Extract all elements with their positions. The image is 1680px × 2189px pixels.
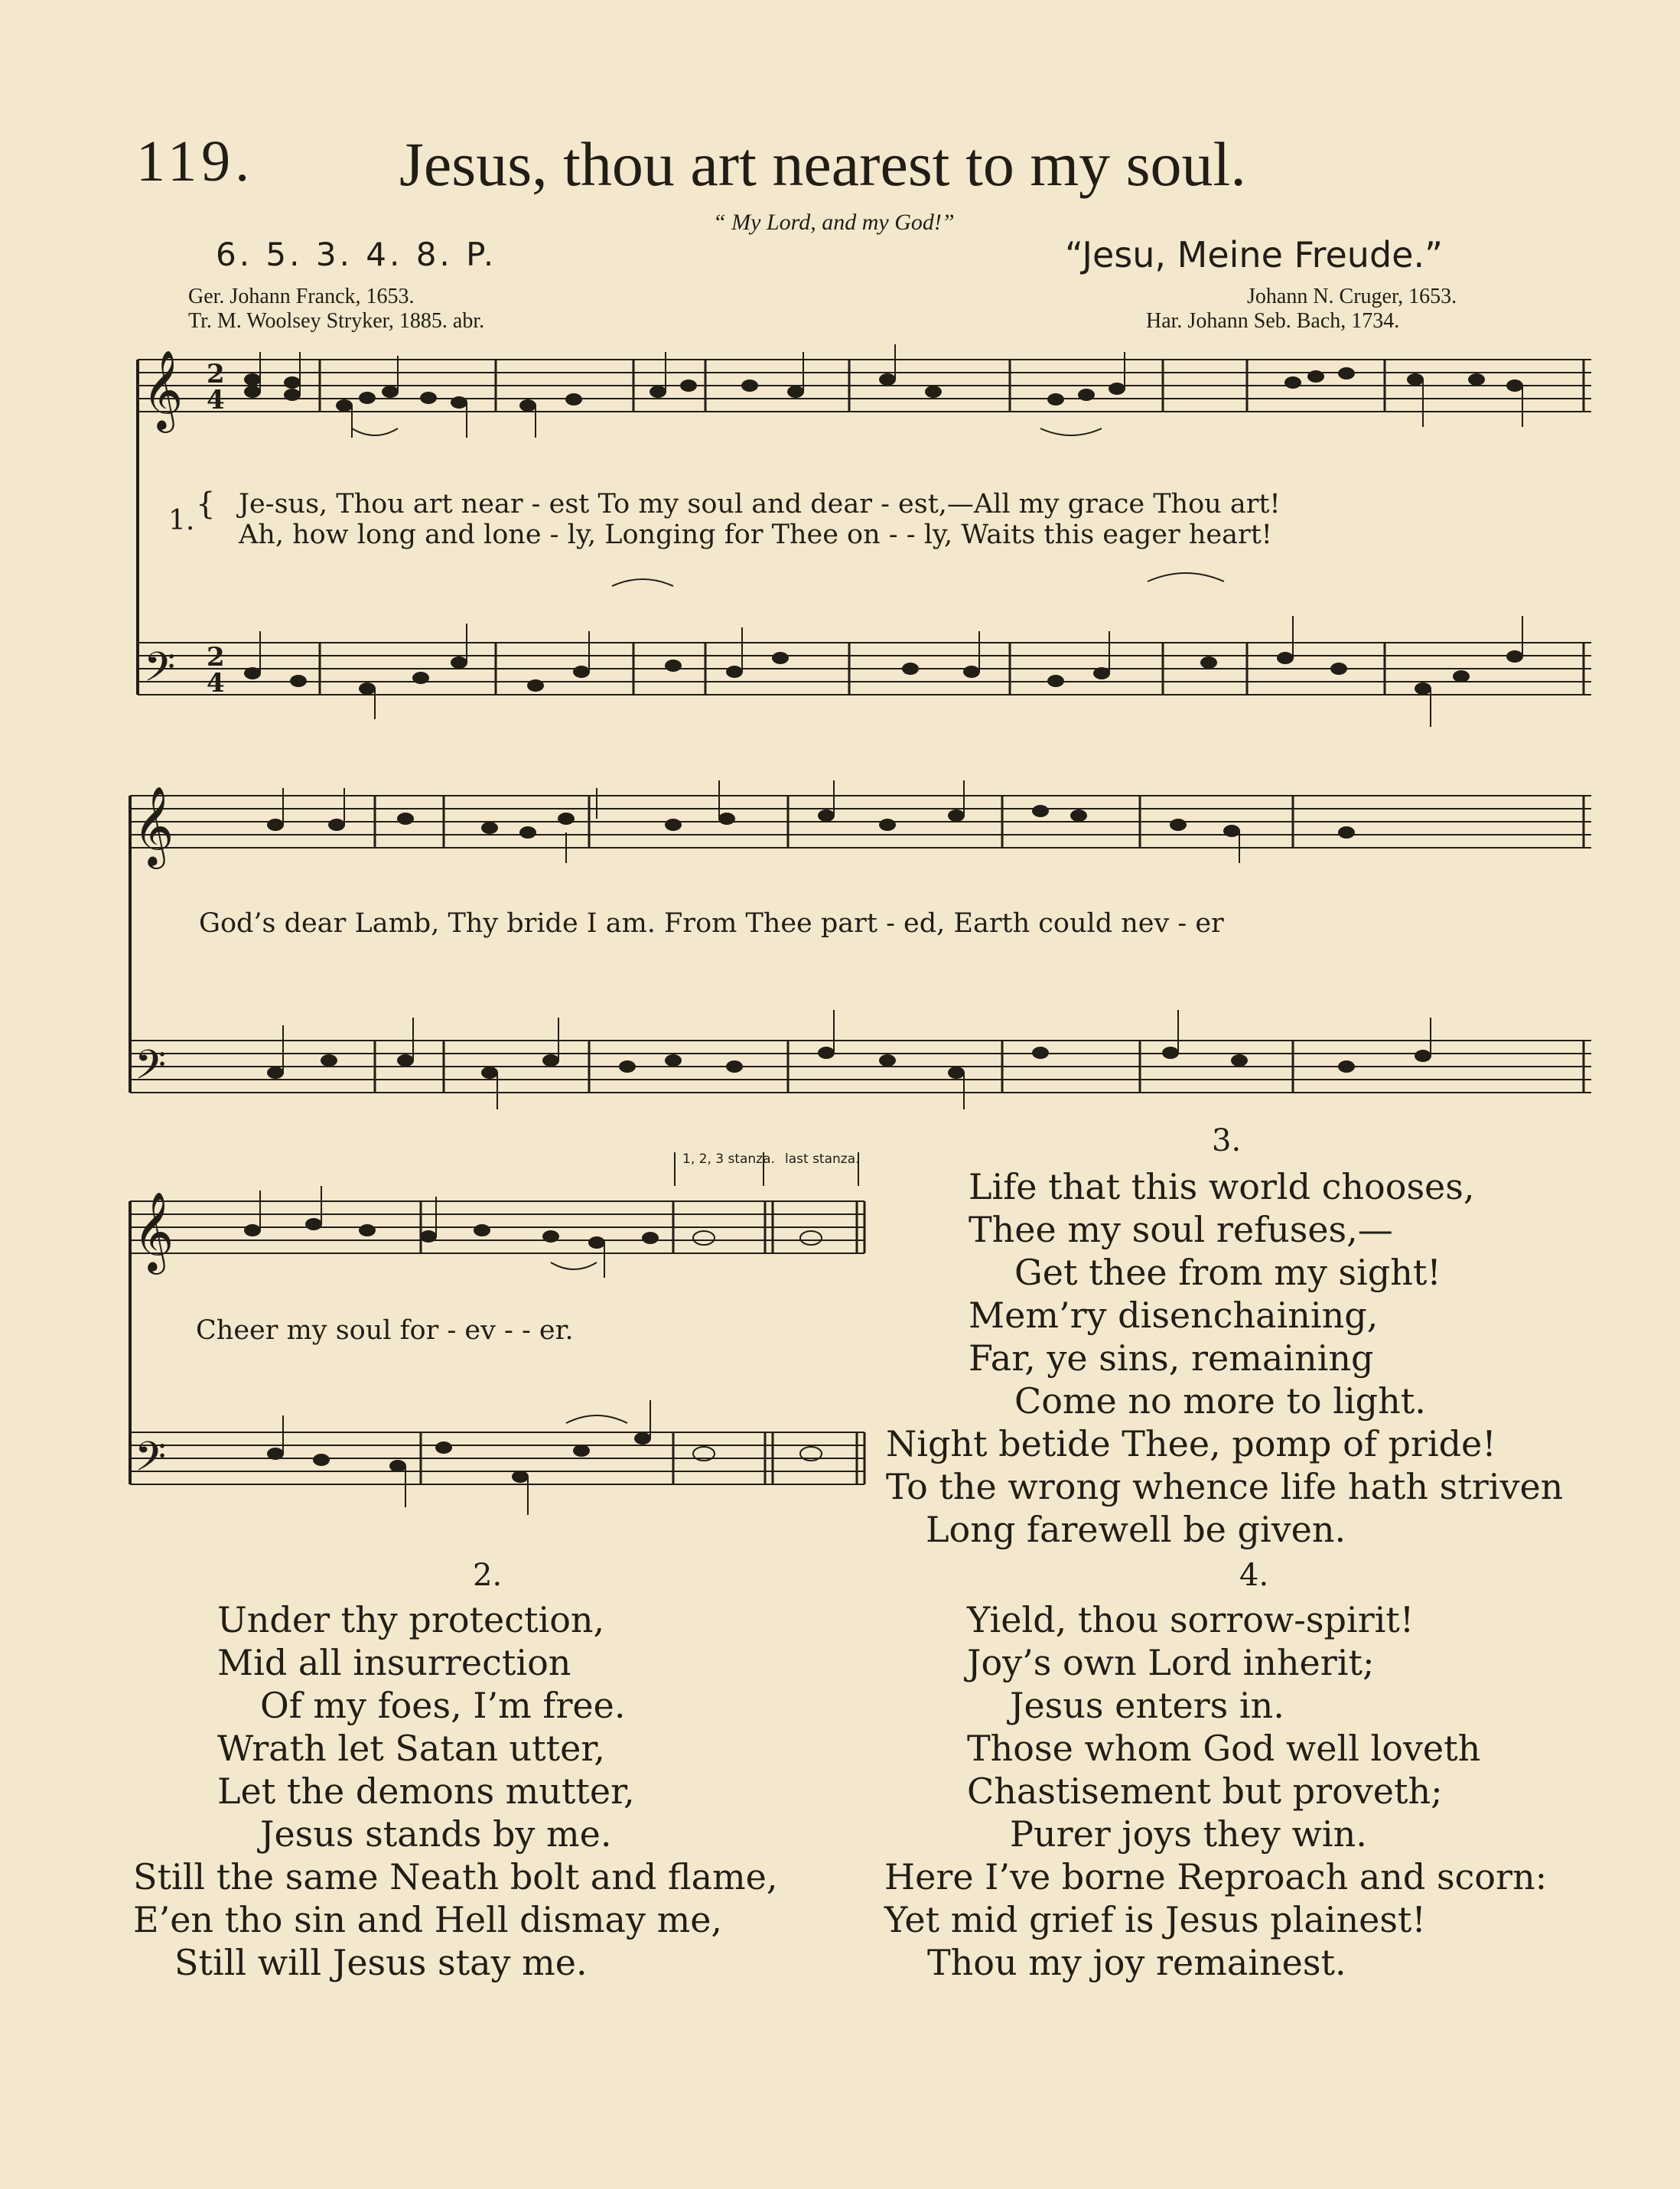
bass-staff-1 [138, 643, 1591, 695]
treble-staff-3 [130, 1201, 864, 1253]
verse-line: Life that this world chooses, [969, 1166, 1475, 1207]
stems-2 [283, 780, 1431, 1109]
verse-line: Night betide Thee, pomp of pride! [886, 1423, 1496, 1464]
svg-text:4: 4 [207, 385, 225, 415]
svg-text:2: 2 [207, 642, 225, 673]
stanza-marker: 1. [168, 505, 195, 536]
verse-line: Under thy protection, [217, 1599, 605, 1640]
verse-line: Thou my joy remainest. [927, 1942, 1346, 1983]
verse-line: Still the same Neath bolt and flame, [133, 1856, 778, 1897]
lyric-line-system-2: God’s dear Lamb, Thy bride I am. From Thee part - ed, Earth could nev - er [199, 908, 1224, 939]
treble-staff-2 [130, 796, 1591, 848]
svg-text:4: 4 [207, 668, 225, 699]
credit-harmonizer: Har. Johann Seb. Bach, 1734. [1146, 309, 1400, 333]
hymn-number: 119. [136, 129, 255, 194]
verse-line: Let the demons mutter, [217, 1770, 635, 1812]
verse-line: Mid all insurrection [217, 1642, 571, 1683]
epigraph: “ My Lord, and my God!” [713, 210, 955, 235]
verse-line: Jesus stands by me. [260, 1813, 612, 1855]
svg-text:2: 2 [207, 359, 225, 389]
treble-clef-icon: 𝄞 [133, 1191, 174, 1272]
verse-line: Here I’ve borne Reproach and scorn: [884, 1856, 1548, 1897]
verse-line: Thee my soul refuses,— [969, 1209, 1393, 1250]
bass-staff-3 [130, 1432, 864, 1484]
stanza-number: 4. [1239, 1558, 1269, 1593]
verse-line: Purer joys they win. [1010, 1813, 1367, 1855]
bass-clef-icon: 𝄢 [135, 1042, 167, 1099]
verse-line: Chastisement but proveth; [967, 1770, 1443, 1812]
svg-text:{: { [196, 487, 216, 522]
treble-clef-icon: 𝄞 [142, 350, 184, 430]
half-notes-3 [693, 1231, 822, 1461]
bass-clef-icon: 𝄢 [144, 644, 176, 701]
credit-composer: Johann N. Cruger, 1653. [1247, 285, 1457, 308]
bass-clef-icon: 𝄢 [135, 1434, 167, 1490]
credit-author: Ger. Johann Franck, 1653. [188, 285, 415, 308]
verse-line: Get thee from my sight! [1014, 1252, 1441, 1293]
treble-staff-1 [138, 360, 1591, 412]
verse-line: Yet mid grief is Jesus plainest! [884, 1899, 1426, 1940]
stanza-number: 2. [473, 1558, 503, 1593]
verse-line: Mem’ry disenchaining, [969, 1295, 1379, 1336]
meter: 6. 5. 3. 4. 8. P. [216, 236, 497, 273]
lyric-line-stanza-2: Ah, how long and lone - ly, Longing for Thee on - - ly, Waits this eager heart! [239, 520, 1272, 550]
noteheads-2 [267, 805, 1431, 1079]
stanza-number: 3. [1212, 1123, 1242, 1158]
verse-line: Come no more to light. [1014, 1380, 1426, 1422]
barlines-2 [375, 796, 1584, 1093]
music-system-2 [122, 788, 1607, 1125]
verse-line: Of my foes, I’m free. [260, 1685, 626, 1726]
bass-staff-2 [130, 1041, 1591, 1093]
hymn-title: Jesus, thou art nearest to my soul. [399, 129, 1246, 199]
verse-line: Long farewell be given. [926, 1509, 1346, 1550]
credit-translator: Tr. M. Woolsey Stryker, 1885. abr. [188, 309, 485, 333]
verse-line: To the wrong whence life hath striven [886, 1466, 1564, 1507]
tune-name: “Jesu, Meine Freude.” [1065, 234, 1443, 275]
volta-last-ending: last stanza. [785, 1152, 860, 1167]
treble-clef-icon: 𝄞 [133, 786, 174, 866]
volta-first-ending: 1, 2, 3 stanza. [682, 1152, 775, 1167]
time-signature [207, 359, 225, 699]
lyric-line-stanza-1: Je-sus, Thou art near - est To my soul and dear - est,—All my grace Thou art! [239, 489, 1281, 520]
music-system-3 [122, 1148, 872, 1576]
noteheads-3 [244, 1218, 659, 1483]
verse-line: Joy’s own Lord inherit; [967, 1642, 1375, 1683]
verse-line: E’en tho sin and Hell dismay me, [133, 1899, 723, 1940]
verse-line: Still will Jesus stay me. [174, 1942, 588, 1983]
verse-line: Jesus enters in. [1010, 1685, 1284, 1726]
verse-line: Wrath let Satan utter, [217, 1728, 605, 1769]
verse-line: Those whom God well loveth [967, 1728, 1481, 1769]
verse-line: Far, ye sins, remaining [969, 1337, 1374, 1379]
music-system-1 [122, 352, 1607, 727]
lyric-line-system-3: Cheer my soul for - ev - - er. [196, 1315, 574, 1346]
verse-line: Yield, thou sorrow-spirit! [967, 1599, 1415, 1640]
